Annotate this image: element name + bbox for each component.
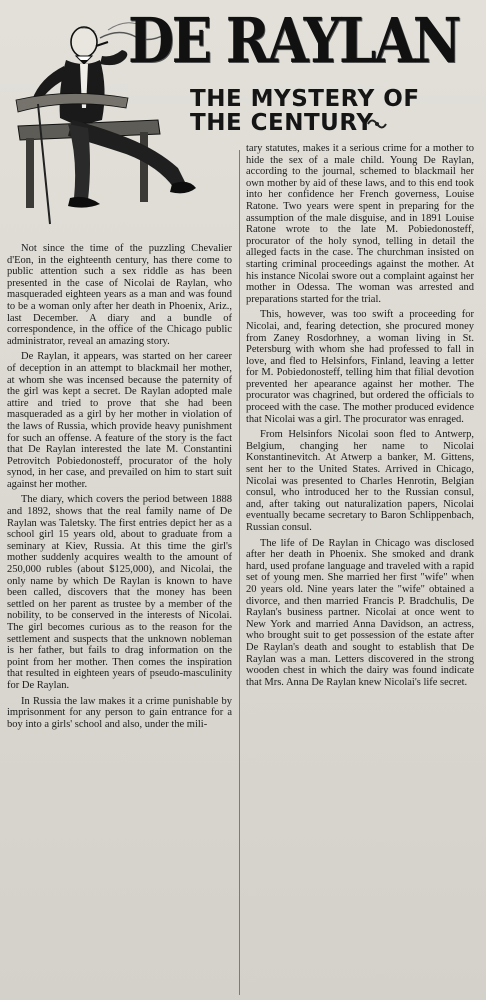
flourish-ornament-icon — [366, 115, 388, 133]
paragraph: De Raylan, it appears, was started on her career of deception in an attempt to blackmail her mother, at whom she was incensed because the paternity of the girl was kept a secret. De Raylan adopted male attire and tried to prove that she had been masqueraded as a girl by her mother in violation of the laws of Russia, which provide heavy punishment for such an offense. A feature of the story is the fact that De Raylan interested the late M. Constantini Petrovitch Pobiedonosteff, procurator of the holy synod, in her case, and prevailed on him to start suit against her mother. — [7, 351, 232, 490]
subheadline-line-1: THE MYSTERY OF — [190, 86, 420, 112]
article-column-left — [7, 243, 232, 730]
column-divider — [239, 150, 240, 995]
paragraph: This, however, was too swift a proceeding for Nicolai, and, fearing detection, she procured money from Zaney Rosdorhney, a woman living in St. Petersburg with whom she had professed to fall in love, and fled to Helsinfors, Finland, leaving a letter for M. Pobiedonosteff, telling him that filial devotion prevented her apearance against her mother. The procurator was chagrined, but ordered the officials to proceed with the case. The mother produced evidence that Nicolai was a girl. The procurator was enraged. — [246, 309, 474, 425]
article-column-right — [246, 143, 474, 688]
paragraph: The diary, which covers the period between 1888 and 1892, shows that the real family name of De Raylan was Taletsky. The first entries depict her as a school girl 15 years old, about to graduate from a seminary at Kiev, Russia. At this time the girl's mother suddenly acquires wealth to the amount of 250,000 rubles (about $125,000), and Nicolai, the only name by which De Raylan is known to have been called, discovers that the money has been settled on her parent as trustee by a member of the nobility, to be conserved in the interests of Nicolai. The girl becomes curious as to the reason for the settlement and suspects that the unknown nobleman is her father, but fails to drag information on the point from her mother. Then comes the inspiration that resulted in eighteen years of pseudo-masculinity for De Raylan. — [7, 494, 232, 691]
paragraph: tary statutes, makes it a serious crime for a mother to hide the sex of a male child. Young De Raylan, according to the journal, schemed to blackmail her own mother by aid of these laws, and to this end took into her confidence her French governess, Louise Ratone. Two years were spent in preparing for the assumption of the male disguise, and in 1891 Louise Ratone wrote to the late M. Pobiedonosteff, procurator of the holy synod, telling in detail the alleged facts in the case. The churchman insisted on starting criminal proceedings against the mother. At his instance Nicolai swore out a complaint against her mother in Odessa. The woman was arrested and preparations started for the trial. — [246, 143, 474, 305]
paragraph: The life of De Raylan in Chicago was disclosed after her death in Phoenix. She smoked and drank hard, used profane language and traveled with a rapid set of young men. She married her first "wife" when 20 years old. Nine years later the "wife" obtained a divorce, and then married Francis P. Bradchulis, De Raylan's business partner. Nicolai at once went to New York and married Anna Davidson, an actress, who brought suit to get possession of the estate after De Raylan's death and sought to establish that De Raylan was a man. Letters discovered in the strong wooden chest in which the dairy was found indicate that Mrs. Anna De Raylan knew Nicolai's life secret. — [246, 537, 474, 688]
headline: DE RAYLAN — [128, 4, 459, 77]
paragraph: In Russia the law makes it a crime punishable by imprisonment for any person to gain entrance for a boy into a girls' school and also, under the mili- — [7, 695, 232, 730]
paragraph: Not since the time of the puzzling Chevalier d'Eon, in the eighteenth century, has there come to public attention such a sex riddle as has been presented in the case of Nicolai de Raylan, who masqueraded eighteen years as a man and was found to be a woman only after her death in Phoenix, Ariz., last December. A diary and a bundle of correspondence, in the office of the Chicago public administrator, reveal an amazing story. — [7, 243, 232, 347]
paragraph: From Helsinfors Nicolai soon fled to Antwerp, Belgium, changing her name to Nicolai Konstantinevitch. At Atwerp a banker, M. Gittens, sent her to the United States. Arrived in Chicago, Nicolai was presented to Charles Henrotin, Belgian consul, who introduced her to the Russian consul, and, after taking out naturalization papers, Nicolai eventually became secretary to Baron Schlippenbach, Russian consul. — [246, 429, 474, 533]
subheadline-line-2: THE CENTURY — [190, 110, 374, 136]
